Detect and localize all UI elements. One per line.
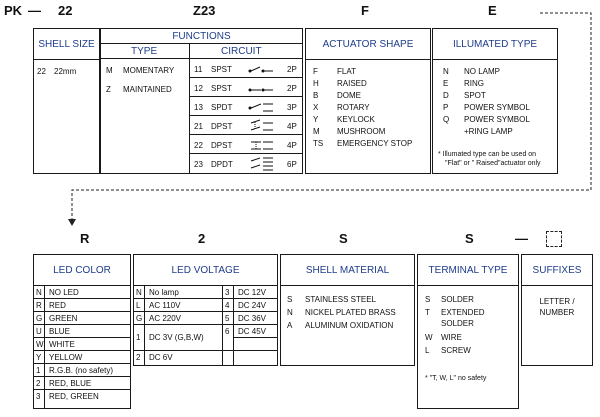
- circuit-code: 13: [194, 103, 203, 112]
- code-function: Z23: [193, 3, 216, 18]
- illuminated-note: * Illumated type can be used on: [438, 151, 537, 158]
- type-label: MAINTAINED: [123, 85, 172, 94]
- led-color-label: RED, BLUE: [49, 379, 92, 388]
- led-color-code: 2: [36, 379, 41, 388]
- actuator-code: Y: [313, 115, 319, 124]
- shell-material-code: S: [287, 295, 293, 304]
- illuminated-box: [432, 28, 558, 174]
- led-color-label: YELLOW: [49, 353, 83, 362]
- led-color-code: Y: [36, 353, 42, 362]
- led-voltage-code: G: [136, 314, 143, 323]
- terminal-label-line2: SOLDER: [441, 319, 474, 328]
- led-voltage-code: 5: [225, 314, 230, 323]
- code-shell-material: S: [339, 231, 348, 246]
- suffixes-line1: LETTER /: [539, 297, 575, 306]
- led-voltage-code: 4: [225, 301, 230, 310]
- switch-symbol-icon: [247, 101, 275, 113]
- circuit-type: DPDT: [211, 160, 233, 169]
- actuator-title: ACTUATOR SHAPE: [322, 39, 414, 50]
- shell-material-label: ALUMINUM OXIDATION: [305, 321, 394, 330]
- shell-material-title: SHELL MATERIAL: [305, 265, 390, 276]
- led-color-code: 1: [36, 366, 41, 375]
- prefix-code: PK: [4, 3, 23, 18]
- circuit-code: 23: [194, 160, 203, 169]
- code-led-voltage: 2: [198, 231, 206, 246]
- illuminated-label: SPOT: [464, 91, 486, 100]
- shell-size-title: SHELL SIZE: [38, 39, 95, 50]
- terminal-label: WIRE: [441, 333, 462, 342]
- illuminated-label: POWER SYMBOL: [464, 115, 530, 124]
- circuit-poles: 4P: [287, 141, 297, 150]
- actuator-label: DOME: [337, 91, 361, 100]
- led-voltage-label: DC 24V: [238, 301, 267, 310]
- led-color-code: N: [36, 288, 42, 297]
- actuator-label: ROTARY: [337, 103, 370, 112]
- type-code: Z: [106, 85, 111, 94]
- led-color-label: RED: [49, 301, 66, 310]
- functions-title: FUNCTIONS: [172, 31, 231, 42]
- shell-material-label: STAINLESS STEEL: [305, 295, 376, 304]
- suffix-placeholder-icon: [546, 231, 562, 247]
- led-color-label: WHITE: [49, 340, 75, 349]
- illuminated-note: "Flat" or " Raised"actuator only: [445, 160, 541, 167]
- circuit-type: DPST: [211, 122, 233, 131]
- shell-material-code: N: [287, 308, 293, 317]
- shell-material-box: [280, 254, 415, 366]
- led-voltage-label: DC 6V: [149, 353, 173, 362]
- shell-size-code: 22: [37, 67, 46, 76]
- actuator-code: TS: [313, 139, 324, 148]
- switch-symbol-icon: [247, 157, 275, 171]
- led-color-label: BLUE: [49, 327, 70, 336]
- terminal-box: [417, 254, 519, 409]
- led-voltage-label: AC 110V: [149, 301, 181, 310]
- switch-symbol-icon: [247, 119, 275, 133]
- actuator-label: FLAT: [337, 67, 356, 76]
- terminal-code: L: [425, 346, 430, 355]
- code-led-color: R: [80, 231, 90, 246]
- code-shell-size: 22: [58, 3, 73, 18]
- circuit-code: 21: [194, 122, 203, 131]
- led-color-label: GREEN: [49, 314, 78, 323]
- led-voltage-box: [133, 254, 278, 366]
- circuit-header: CIRCUIT: [221, 46, 262, 57]
- shell-size-value: 22mm: [54, 67, 77, 76]
- actuator-code: H: [313, 79, 319, 88]
- shell-material-code: A: [287, 321, 293, 330]
- prefix-dash: —: [28, 3, 41, 18]
- suffixes-line2: NUMBER: [539, 308, 575, 317]
- circuit-type: DPST: [211, 141, 233, 150]
- led-voltage-label: DC 3V (G,B,W): [149, 333, 204, 342]
- led-color-label: NO LED: [49, 288, 79, 297]
- actuator-label: EMERGENCY STOP: [337, 139, 413, 148]
- code-actuator: F: [361, 3, 369, 18]
- actuator-label: RAISED: [337, 79, 367, 88]
- led-voltage-label: DC 45V: [238, 327, 267, 336]
- circuit-type: SPDT: [211, 103, 233, 112]
- led-color-code: R: [36, 301, 42, 310]
- led-voltage-code: N: [136, 288, 142, 297]
- led-color-label: RED, GREEN: [49, 392, 99, 401]
- terminal-label: SCREW: [441, 346, 471, 355]
- illuminated-label: RING: [464, 79, 484, 88]
- terminal-title: TERMINAL TYPE: [428, 265, 508, 276]
- illuminated-code: N: [443, 67, 449, 76]
- led-color-code: 3: [36, 392, 41, 401]
- actuator-code: B: [313, 91, 319, 100]
- terminal-label: EXTENDED: [441, 308, 485, 317]
- actuator-label: KEYLOCK: [337, 115, 375, 124]
- shell-size-box: [33, 28, 100, 174]
- illuminated-code: Q: [443, 115, 450, 124]
- functions-box: [100, 28, 303, 174]
- actuator-box: [305, 28, 431, 174]
- led-voltage-label: AC 220V: [149, 314, 182, 323]
- illuminated-code: E: [443, 79, 449, 88]
- code-illuminated: E: [488, 3, 497, 18]
- illuminated-label: NO LAMP: [464, 67, 501, 76]
- suffixes-box: [521, 254, 593, 366]
- circuit-poles: 2P: [287, 84, 297, 93]
- led-color-code: U: [36, 327, 42, 336]
- actuator-code: M: [313, 127, 320, 136]
- switch-symbol-icon: [247, 84, 275, 94]
- terminal-note: * "T, W, L" no safety: [425, 375, 487, 382]
- terminal-code: S: [425, 295, 431, 304]
- circuit-code: 12: [194, 84, 203, 93]
- switch-symbol-icon: [247, 138, 275, 152]
- led-voltage-code: L: [136, 301, 141, 310]
- actuator-code: X: [313, 103, 319, 112]
- shell-material-label: NICKEL PLATED BRASS: [305, 308, 396, 317]
- circuit-code: 22: [194, 141, 203, 150]
- led-voltage-code: 3: [225, 288, 230, 297]
- code-terminal: S: [465, 231, 474, 246]
- terminal-code: T: [425, 308, 430, 317]
- type-label: MOMENTARY: [123, 66, 175, 75]
- circuit-type: SPST: [211, 65, 232, 74]
- led-voltage-label: No lamp: [149, 288, 179, 297]
- illuminated-code: P: [443, 103, 449, 112]
- circuit-code: 11: [194, 65, 203, 74]
- led-voltage-code: 2: [136, 353, 141, 362]
- actuator-code: F: [313, 67, 318, 76]
- circuit-poles: 6P: [287, 160, 297, 169]
- circuit-poles: 4P: [287, 122, 297, 131]
- led-voltage-code: 6: [225, 327, 230, 336]
- circuit-poles: 3P: [287, 103, 297, 112]
- circuit-poles: 2P: [287, 65, 297, 74]
- type-header: TYPE: [131, 46, 158, 57]
- suffixes-title: SUFFIXES: [532, 265, 582, 276]
- illuminated-extra: +RING LAMP: [464, 127, 513, 136]
- led-voltage-code: 1: [136, 333, 141, 342]
- illuminated-title: ILLUMATED TYPE: [452, 39, 538, 50]
- illuminated-code: D: [443, 91, 449, 100]
- led-voltage-label: DC 36V: [238, 314, 267, 323]
- code-dash: —: [515, 231, 528, 246]
- switch-symbol-icon: [247, 65, 275, 75]
- terminal-label: SOLDER: [441, 295, 474, 304]
- led-color-code: W: [36, 340, 44, 349]
- led-color-box: [33, 254, 131, 409]
- led-color-code: G: [36, 314, 43, 323]
- actuator-label: MUSHROOM: [337, 127, 386, 136]
- led-voltage-label: DC 12V: [238, 288, 267, 297]
- led-voltage-title: LED VOLTAGE: [171, 265, 240, 276]
- led-color-title: LED COLOR: [53, 265, 111, 276]
- led-color-label: R.G.B. (no safety): [49, 366, 114, 375]
- circuit-type: SPST: [211, 84, 232, 93]
- illuminated-label: POWER SYMBOL: [464, 103, 530, 112]
- type-code: M: [106, 66, 113, 75]
- terminal-code: W: [425, 333, 433, 342]
